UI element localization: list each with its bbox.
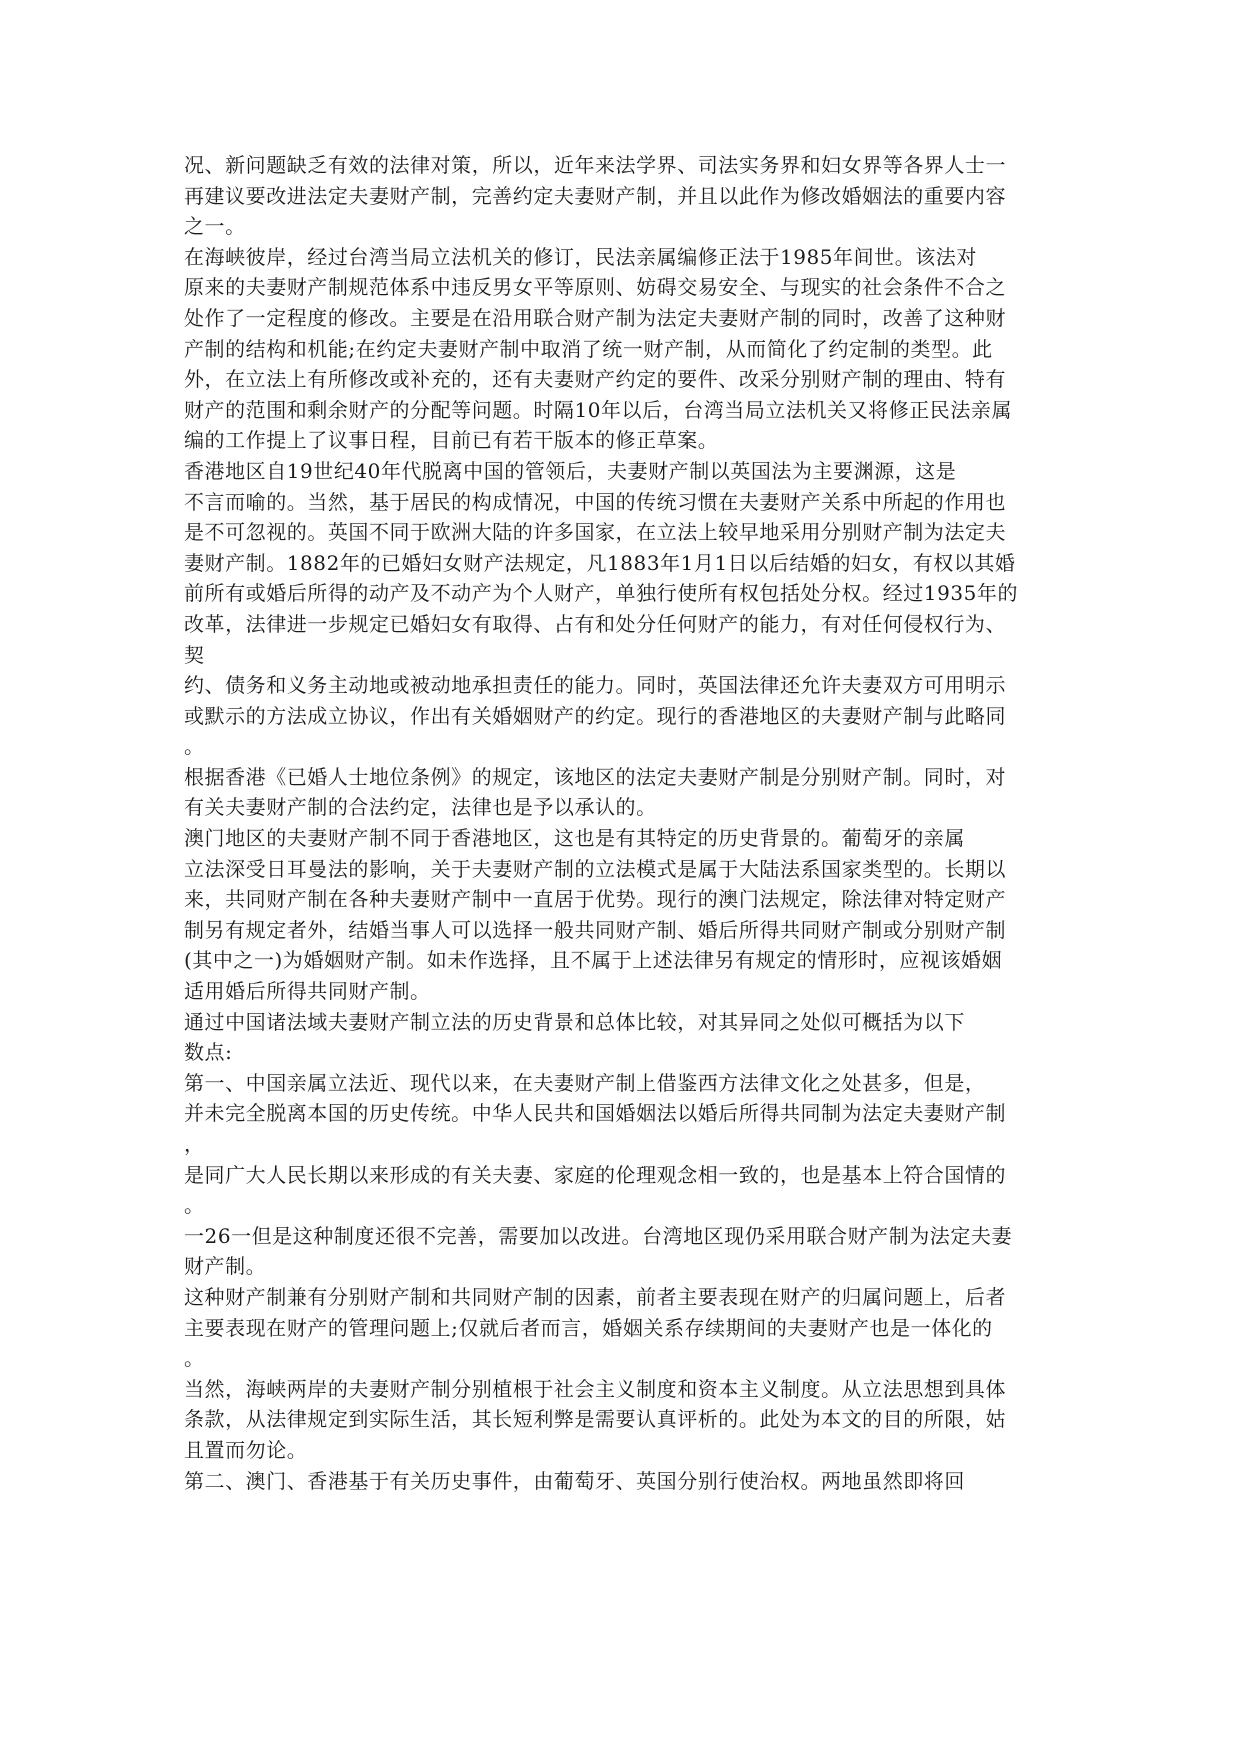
text-line: 适用婚后所得共同财产制。 — [184, 979, 431, 1004]
text-line: 产制的结构和机能;在约定夫妻财产制中取消了统一财产制，从而简化了约定制的类型。此 — [184, 336, 993, 361]
text-line: 改革，法律进一步规定已婚妇女有取得、占有和处分任何财产的能力，有对任何侵权行为、 — [184, 611, 1006, 636]
text-line: 编的工作提上了议事日程，目前已有若干版本的修正草案。 — [184, 428, 719, 453]
text-line: 财产制。 — [184, 1254, 267, 1279]
text-line: 立法深受日耳曼法的影响，关于夫妻财产制的立法模式是属于大陆法系国家类型的。长期以 — [184, 856, 1006, 881]
text-line: 契 — [184, 642, 205, 667]
text-line: 财产的范围和剩余财产的分配等问题。时隔10年以后，台湾当局立法机关又将修正民法亲属 — [184, 397, 1012, 422]
text-line: 通过中国诸法域夫妻财产制立法的历史背景和总体比较，对其异同之处似可概括为以下 — [184, 1009, 965, 1034]
text-line: 在海峡彼岸，经过台湾当局立法机关的修订，民法亲属编修正法于1985年间世。该法对 — [184, 244, 977, 269]
text-line: 。 — [184, 734, 205, 759]
text-line: 原来的夫妻财产制规范体系中违反男女平等原则、妨碍交易安全、与现实的社会条件不合之 — [184, 275, 1006, 300]
text-line: 来，共同财产制在各种夫妻财产制中一直居于优势。现行的澳门法规定，除法律对特定财产 — [184, 887, 1006, 912]
text-line: 且置而勿论。 — [184, 1437, 308, 1462]
text-line: 外，在立法上有所修改或补充的，还有夫妻财产约定的要件、改采分别财产制的理由、特有 — [184, 367, 1006, 392]
text-line: 主要表现在财产的管理问题上;仅就后者而言，婚姻关系存续期间的夫妻财产也是一体化的 — [184, 1315, 993, 1340]
text-line: 。 — [184, 1346, 205, 1371]
text-line: 。 — [184, 1193, 205, 1218]
text-line: 再建议要改进法定夫妻财产制，完善约定夫妻财产制，并且以此作为修改婚姻法的重要内容 — [184, 183, 1006, 208]
text-line: 约、债务和义务主动地或被动地承担责任的能力。同时，英国法律还允许夫妻双方可用明示 — [184, 673, 1006, 698]
body-text — [184, 150, 1064, 1496]
text-line: 或默示的方法成立协议，作出有关婚姻财产的约定。现行的香港地区的夫妻财产制与此略同 — [184, 703, 1006, 728]
text-line: 这种财产制兼有分别财产制和共同财产制的因素，前者主要表现在财产的归属问题上，后者 — [184, 1284, 1006, 1309]
text-line: 澳门地区的夫妻财产制不同于香港地区，这也是有其特定的历史背景的。葡萄牙的亲属 — [184, 826, 965, 851]
text-line: 条款，从法律规定到实际生活，其长短利弊是需要认真评析的。此处为本文的目的所限，姑 — [184, 1407, 1006, 1432]
text-line: (其中之一)为婚姻财产制。如未作选择，且不属于上述法律另有规定的情形时，应视该婚姻 — [184, 948, 1003, 973]
text-line: 处作了一定程度的修改。主要是在沿用联合财产制为法定夫妻财产制的同时，改善了这种财 — [184, 305, 1006, 330]
text-line: 况、新问题缺乏有效的法律对策，所以，近年来法学界、司法实务界和妇女界等各界人士一 — [184, 153, 1006, 177]
text-line: 是同广大人民长期以来形成的有关夫妻、家庭的伦理观念相一致的，也是基本上符合国情的 — [184, 1162, 1006, 1187]
text-line: 妻财产制。1882年的已婚妇女财产法规定，凡1883年1月1日以后结婚的妇女，有权以其婚 — [184, 550, 1016, 575]
text-line: 制另有规定者外，结婚当事人可以选择一般共同财产制、婚后所得共同财产制或分别财产制 — [184, 917, 1006, 942]
text-line: 第一、中国亲属立法近、现代以来，在夫妻财产制上借鉴西方法律文化之处甚多，但是， — [184, 1070, 986, 1095]
text-line: 前所有或婚后所得的动产及不动产为个人财产，单独行使所有权包括处分权。经过1935年的 — [184, 581, 1018, 606]
text-line: 有关夫妻财产制的合法约定，法律也是予以承认的。 — [184, 795, 657, 820]
text-line: 根据香港《已婚人士地位条例》的规定，该地区的法定夫妻财产制是分别财产制。同时，对 — [184, 764, 1006, 789]
text-line: 一26一但是这种制度还很不完善，需要加以改进。台湾地区现仍采用联合财产制为法定夫妻 — [184, 1223, 1012, 1248]
text-line: 数点: — [184, 1040, 233, 1065]
text-line: 并未完全脱离本国的历史传统。中华人民共和国婚姻法以婚后所得共同制为法定夫妻财产制 — [184, 1101, 1006, 1126]
text-line: 当然，海峡两岸的夫妻财产制分别植根于社会主义制度和资本主义制度。从立法思想到具体 — [184, 1376, 1006, 1401]
text-line: ， — [184, 1132, 205, 1156]
text-line: 之一。 — [184, 214, 246, 239]
text-line: 第二、澳门、香港基于有关历史事件，由葡萄牙、英国分别行使治权。两地虽然即将回 — [184, 1468, 965, 1493]
text-line: 是不可忽视的。英国不同于欧洲大陆的许多国家，在立法上较早地采用分别财产制为法定夫 — [184, 520, 1006, 545]
text-line: 不言而喻的。当然，基于居民的构成情况，中国的传统习惯在夫妻财产关系中所起的作用也 — [184, 489, 1006, 514]
text-line: 香港地区自19世纪40年代脱离中国的管领后，夫妻财产制以英国法为主要渊源，这是 — [184, 458, 957, 483]
